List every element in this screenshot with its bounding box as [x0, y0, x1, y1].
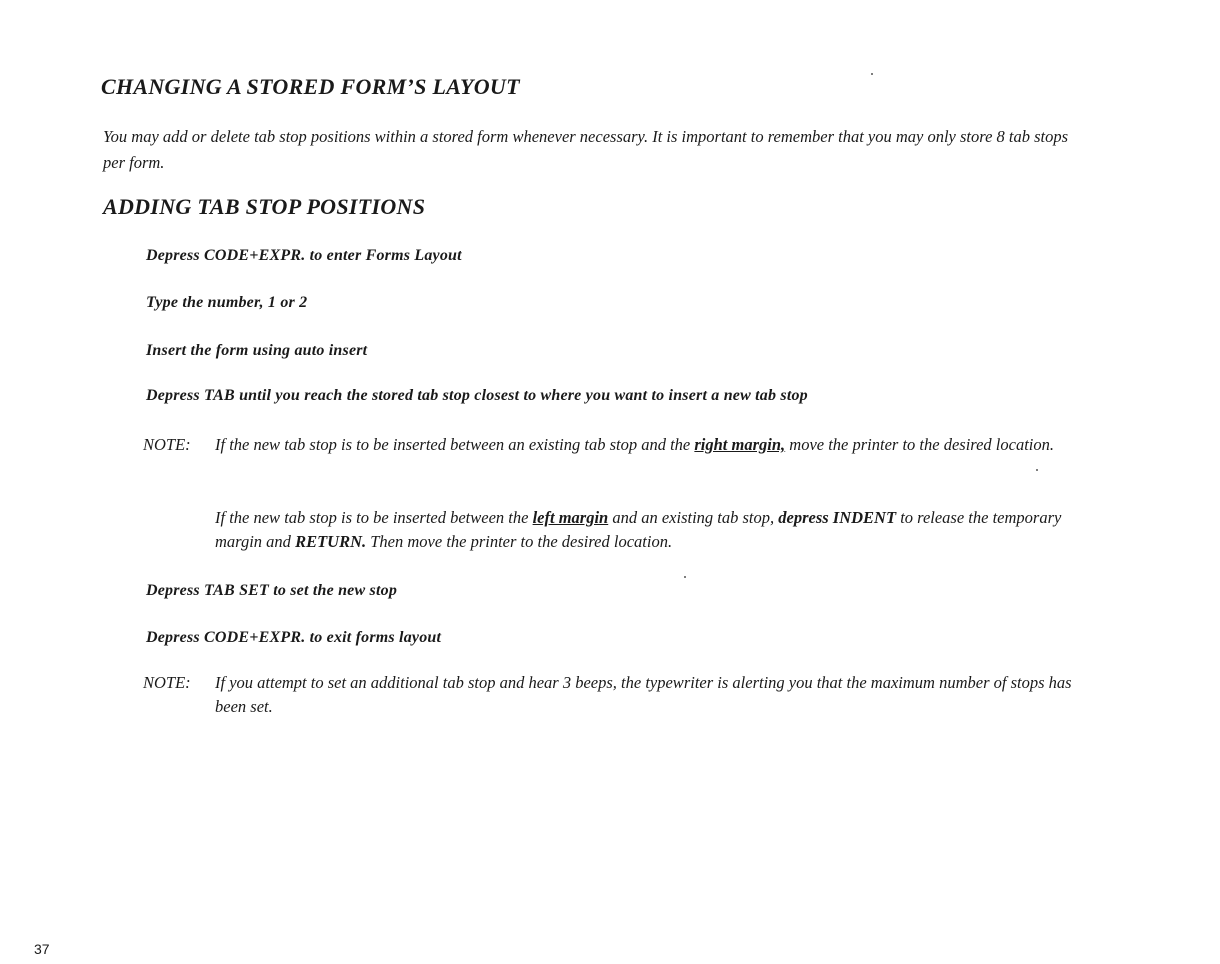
note-text: move the printer to the desired location.: [789, 435, 1054, 454]
note-text: If the new tab stop is to be inserted between an existing tab stop and the: [215, 435, 691, 454]
note-text: If the new tab stop is to be inserted between the: [215, 508, 529, 527]
note-right-margin: [143, 433, 1103, 457]
step-3: Insert the form using auto insert: [146, 342, 368, 359]
note-label: NOTE:: [143, 435, 191, 454]
note-text: Then move the printer to the desired location.: [370, 532, 673, 551]
note-body: [215, 433, 1103, 457]
right-margin-term: right margin,: [694, 435, 786, 454]
scan-speck: [684, 576, 686, 578]
note-label: NOTE:: [143, 673, 191, 692]
return-key-term: RETURN.: [295, 532, 367, 551]
step-6: Depress CODE+EXPR. to exit forms layout: [146, 629, 442, 646]
scan-speck: [871, 73, 873, 75]
step-4: Depress TAB until you reach the stored tab stop closest to where you want to insert a new tab stop: [146, 387, 808, 404]
indent-key-term: depress INDENT: [778, 508, 897, 527]
note-max-stops: [143, 671, 1103, 719]
intro-paragraph: You may add or delete tab stop positions within a stored form whenever necessary. It is important to remember that you may only store 8 tab stops per form.: [103, 127, 1069, 172]
note-text: and an existing tab stop,: [612, 508, 775, 527]
left-margin-term: left margin: [532, 508, 609, 527]
page-title: CHANGING A STORED FORM’S LAYOUT: [101, 74, 520, 99]
note-body: If you attempt to set an additional tab stop and hear 3 beeps, the typewriter is alerting you that the maximum number of stops has been set.: [215, 673, 1072, 716]
scan-speck: [1036, 469, 1038, 471]
step-5: Depress TAB SET to set the new stop: [146, 582, 398, 599]
page-number: 37: [34, 941, 50, 957]
note-left-margin: [215, 506, 1105, 554]
section-heading: ADDING TAB STOP POSITIONS: [103, 194, 426, 219]
step-2: Type the number, 1 or 2: [146, 294, 308, 311]
note-text: to release the temporary margin and: [215, 508, 1062, 551]
step-1: Depress CODE+EXPR. to enter Forms Layout: [146, 247, 462, 264]
